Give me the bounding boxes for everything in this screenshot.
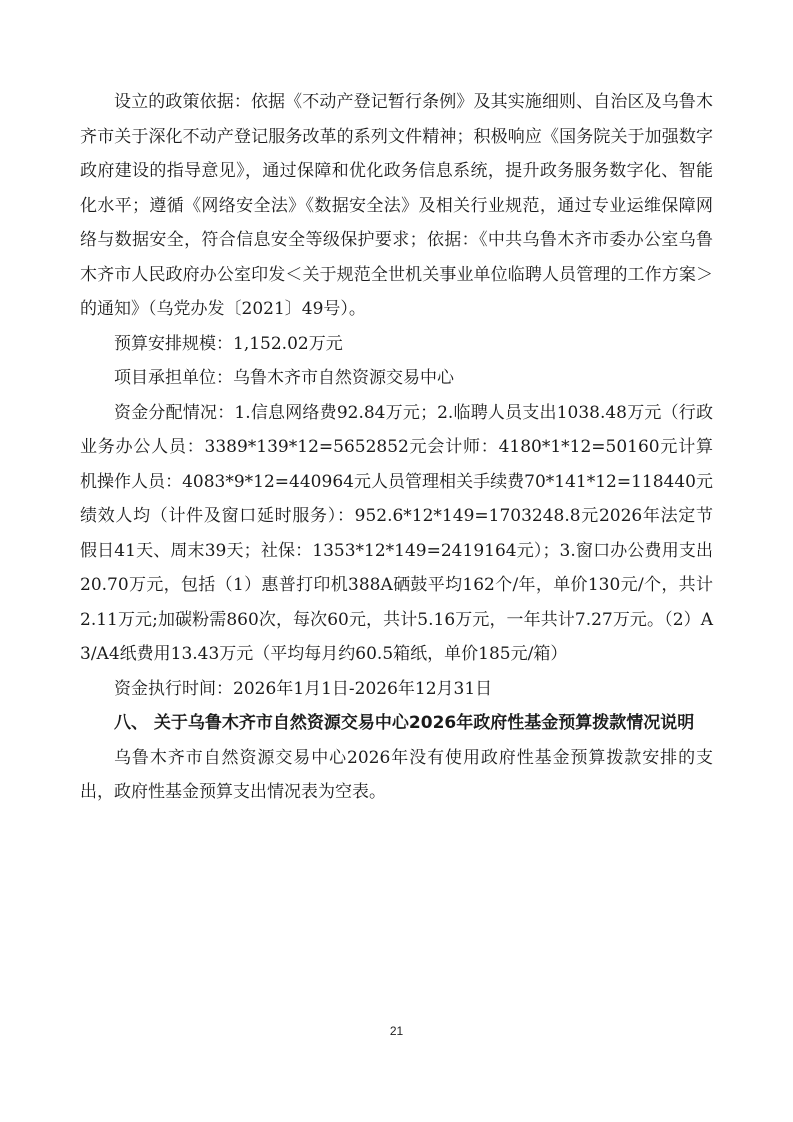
section-paragraph: 乌鲁木齐市自然资源交易中心2026年没有使用政府性基金预算拨款安排的支出，政府性基金预算支出情况表为空表。 bbox=[80, 747, 713, 802]
budget-scale-paragraph: 预算安排规模：1,152.02万元 bbox=[114, 333, 343, 354]
execution-time-paragraph: 资金执行时间：2026年1月1日-2026年12月31日 bbox=[114, 678, 493, 699]
fund-allocation-paragraph: 资金分配情况：1.信息网络费92.84万元；2.临聘人员支出1038.48万元（行政业务办公人员：3389*139*12=5652852元会计师：4180*1*12=50160元计算机操作人员：4083*9*12=440964元人员管理相关手续费70*141*12=118440元绩效人均（计件及窗口延时服务）：952.6*12*149=1703248.8元2026年法定节假日41天、周末39天；社保：1353*12*149=2419164元）；3.窗口办公费用支出20.70万元，包括（1）惠普打印机388A硒鼓平均162个/年，单价130元/个，共计2.11万元;加碳粉需860次，每次60元，共计5.16万元，一年共计7.27万元。（2）A3/A4纸费用13.43万元（平均每月约60.5箱纸，单价185元/箱） bbox=[80, 402, 713, 664]
section-heading: 八、 关于乌鲁木齐市自然资源交易中心2026年政府性基金预算拨款情况说明 bbox=[114, 713, 695, 733]
page-number: 21 bbox=[389, 1024, 404, 1038]
document-body bbox=[80, 85, 713, 810]
policy-basis-paragraph: 设立的政策依据：依据《不动产登记暂行条例》及其实施细则、自治区及乌鲁木齐市关于深化不动产登记服务改革的系列文件精神；积极响应《国务院关于加强数字政府建设的指导意见》，通过保障和优化政务信息系统，提升政务服务数字化、智能化水平；遵循《网络安全法》《数据安全法》及相关行业规范，通过专业运维保障网络与数据安全，符合信息安全等级保护要求；依据：《中共乌鲁木齐市委办公室乌鲁木齐市人民政府办公室印发＜关于规范全世机关事业单位临聘人员管理的工作方案＞的通知》（乌党办发〔2021〕49号）。 bbox=[80, 92, 713, 319]
responsible-unit-paragraph: 项目承担单位：乌鲁木齐市自然资源交易中心 bbox=[114, 368, 454, 388]
